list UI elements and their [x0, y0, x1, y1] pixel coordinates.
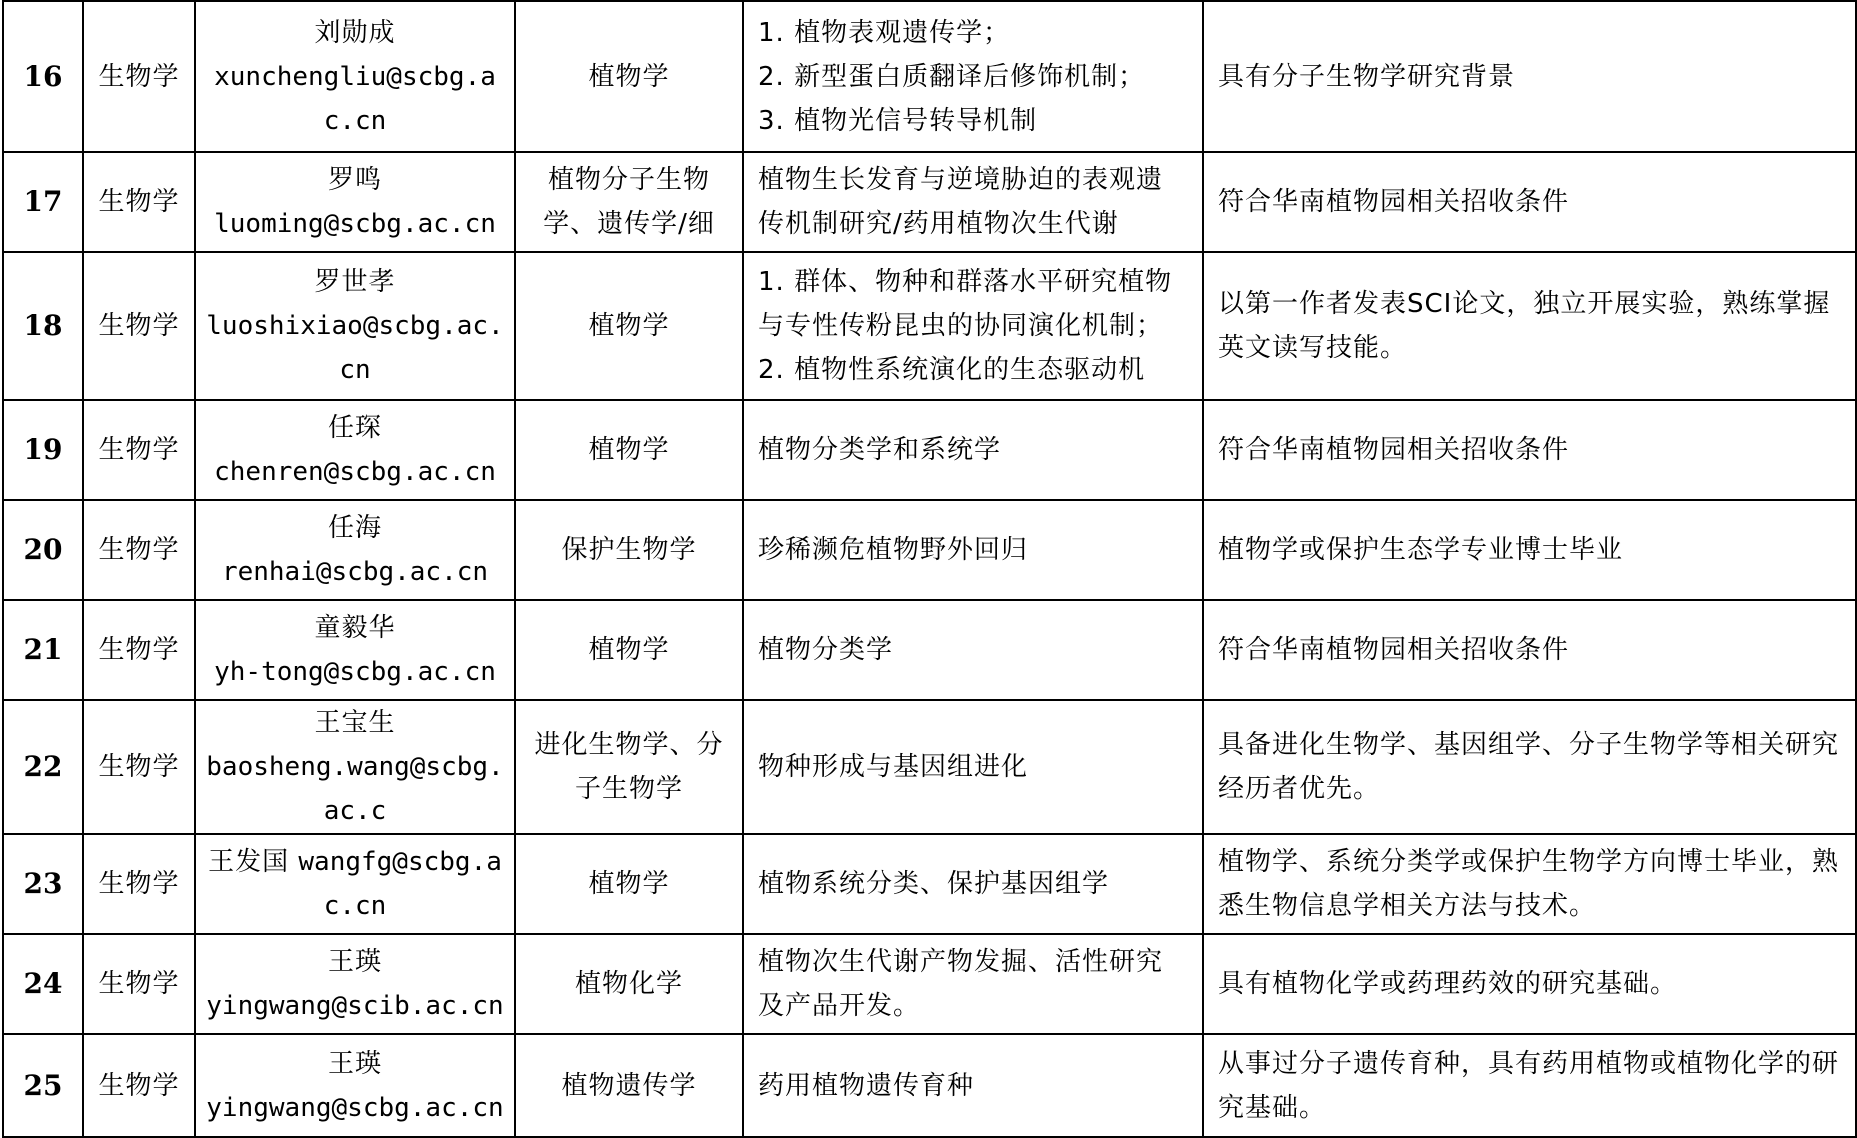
supervisor-name: 童毅华	[314, 613, 396, 643]
discipline-cell: 生物学	[83, 152, 195, 252]
research-item: 3. 植物光信号转导机制	[758, 105, 1038, 136]
supervisor-email: chenren@scbg.ac.cn	[214, 457, 496, 487]
supervisor-email: xunchengliu@scbg.ac.cn	[214, 61, 496, 136]
research-cell: 植物次生代谢产物发掘、活性研究及产品开发。	[743, 934, 1203, 1034]
supervisor-email: wangfg@scbg.ac.cn	[298, 847, 502, 921]
supervisor-email: yh-tong@scbg.ac.cn	[214, 657, 496, 687]
table-row	[3, 600, 1856, 700]
research-cell	[743, 252, 1203, 400]
requirement-cell: 符合华南植物园相关招收条件	[1203, 600, 1856, 700]
requirement-cell: 以第一作者发表SCI论文，独立开展实验，熟练掌握英文读写技能。	[1203, 252, 1856, 400]
supervisor-email: luoming@scbg.ac.cn	[214, 209, 496, 239]
requirement-cell: 植物学、系统分类学或保护生物学方向博士毕业，熟悉生物信息学相关方法与技术。	[1203, 834, 1856, 934]
supervisor-email: renhai@scbg.ac.cn	[221, 557, 489, 587]
supervisor-name: 王瑛	[327, 947, 382, 977]
discipline-cell: 生物学	[83, 600, 195, 700]
row-number: 22	[3, 700, 83, 834]
table-row	[3, 252, 1856, 400]
research-cell: 物种形成与基因组进化	[743, 700, 1203, 834]
supervisor-email: yingwang@scbg.ac.cn	[206, 1092, 504, 1123]
row-number: 20	[3, 500, 83, 600]
major-cell: 植物学	[515, 400, 743, 500]
table-row	[3, 700, 1856, 834]
recruitment-table	[2, 0, 1857, 1138]
supervisor-email: luoshixiao@scbg.ac.cn	[206, 311, 504, 385]
row-number: 21	[3, 600, 83, 700]
discipline-cell: 生物学	[83, 252, 195, 400]
supervisor-name: 罗世孝	[314, 267, 396, 297]
table-row	[3, 834, 1856, 934]
requirement-cell: 具有植物化学或药理药效的研究基础。	[1203, 934, 1856, 1034]
research-cell: 珍稀濒危植物野外回归	[743, 500, 1203, 600]
supervisor-email: baosheng.wang@scbg.ac.c	[206, 752, 504, 826]
supervisor-name: 王瑛	[327, 1048, 382, 1079]
discipline-cell: 生物学	[83, 834, 195, 934]
supervisor-cell	[195, 700, 515, 834]
major-cell	[515, 152, 743, 252]
table-row	[3, 500, 1856, 600]
major-cell: 进化生物学、分子生物学	[515, 700, 743, 834]
supervisor-name: 王宝生	[314, 708, 396, 738]
major-cell: 植物化学	[515, 934, 743, 1034]
major-cell: 植物学	[515, 834, 743, 934]
supervisor-cell	[195, 600, 515, 700]
table-row	[3, 1, 1856, 152]
requirement-cell: 具备进化生物学、基因组学、分子生物学等相关研究经历者优先。	[1203, 700, 1856, 834]
discipline-cell: 生物学	[83, 500, 195, 600]
supervisor-cell	[195, 400, 515, 500]
discipline-cell: 生物学	[83, 1034, 195, 1137]
supervisor-cell	[195, 500, 515, 600]
supervisor-cell	[195, 834, 515, 934]
supervisor-name: 任琛	[327, 413, 382, 443]
supervisor-cell	[195, 252, 515, 400]
discipline-cell: 生物学	[83, 400, 195, 500]
major-cell: 保护生物学	[515, 500, 743, 600]
major-cell: 植物学	[515, 600, 743, 700]
major-text: 植物分子生物学、遗传学/细	[543, 165, 715, 239]
discipline-cell: 生物学	[83, 934, 195, 1034]
research-cell: 植物系统分类、保护基因组学	[743, 834, 1203, 934]
supervisor-name: 罗鸣	[327, 165, 382, 195]
requirement-cell: 从事过分子遗传育种，具有药用植物或植物化学的研究基础。	[1203, 1034, 1856, 1137]
research-cell: 药用植物遗传育种	[743, 1034, 1203, 1137]
research-cell	[743, 152, 1203, 252]
requirement-cell: 植物学或保护生态学专业博士毕业	[1203, 500, 1856, 600]
research-item: 2. 植物性系统演化的生态驱动机	[758, 355, 1146, 385]
requirement-cell: 符合华南植物园相关招收条件	[1203, 400, 1856, 500]
discipline-cell: 生物学	[83, 1, 195, 152]
supervisor-cell	[195, 1034, 515, 1137]
row-number: 18	[3, 252, 83, 400]
table-row	[3, 400, 1856, 500]
row-number: 24	[3, 934, 83, 1034]
research-cell: 植物分类学	[743, 600, 1203, 700]
supervisor-name: 王发国	[208, 847, 290, 877]
supervisor-cell	[195, 934, 515, 1034]
row-number: 16	[3, 1, 83, 152]
supervisor-email: yingwang@scib.ac.cn	[206, 991, 504, 1021]
supervisor-name: 刘勋成	[314, 17, 396, 48]
row-number: 25	[3, 1034, 83, 1137]
major-cell: 植物学	[515, 252, 743, 400]
discipline-cell: 生物学	[83, 700, 195, 834]
requirement-cell: 具有分子生物学研究背景	[1203, 1, 1856, 152]
research-cell	[743, 1, 1203, 152]
major-cell: 植物遗传学	[515, 1034, 743, 1137]
row-number: 17	[3, 152, 83, 252]
table-row	[3, 152, 1856, 252]
row-number: 19	[3, 400, 83, 500]
research-cell: 植物分类学和系统学	[743, 400, 1203, 500]
requirement-cell: 符合华南植物园相关招收条件	[1203, 152, 1856, 252]
research-item: 2. 新型蛋白质翻译后修饰机制；	[758, 61, 1146, 92]
research-list	[758, 260, 1188, 392]
supervisor-name: 任海	[327, 513, 382, 543]
research-item: 1. 植物表观遗传学；	[758, 17, 1011, 48]
supervisor-cell	[195, 152, 515, 252]
major-cell: 植物学	[515, 1, 743, 152]
row-number: 23	[3, 834, 83, 934]
supervisor-cell	[195, 1, 515, 152]
table-row	[3, 1034, 1856, 1137]
table-row	[3, 934, 1856, 1034]
research-item: 1. 群体、物种和群落水平研究植物与专性传粉昆虫的协同演化机制；	[758, 267, 1173, 341]
research-item: 植物生长发育与逆境胁迫的表观遗传机制研究/药用植物次生代谢	[758, 165, 1164, 239]
